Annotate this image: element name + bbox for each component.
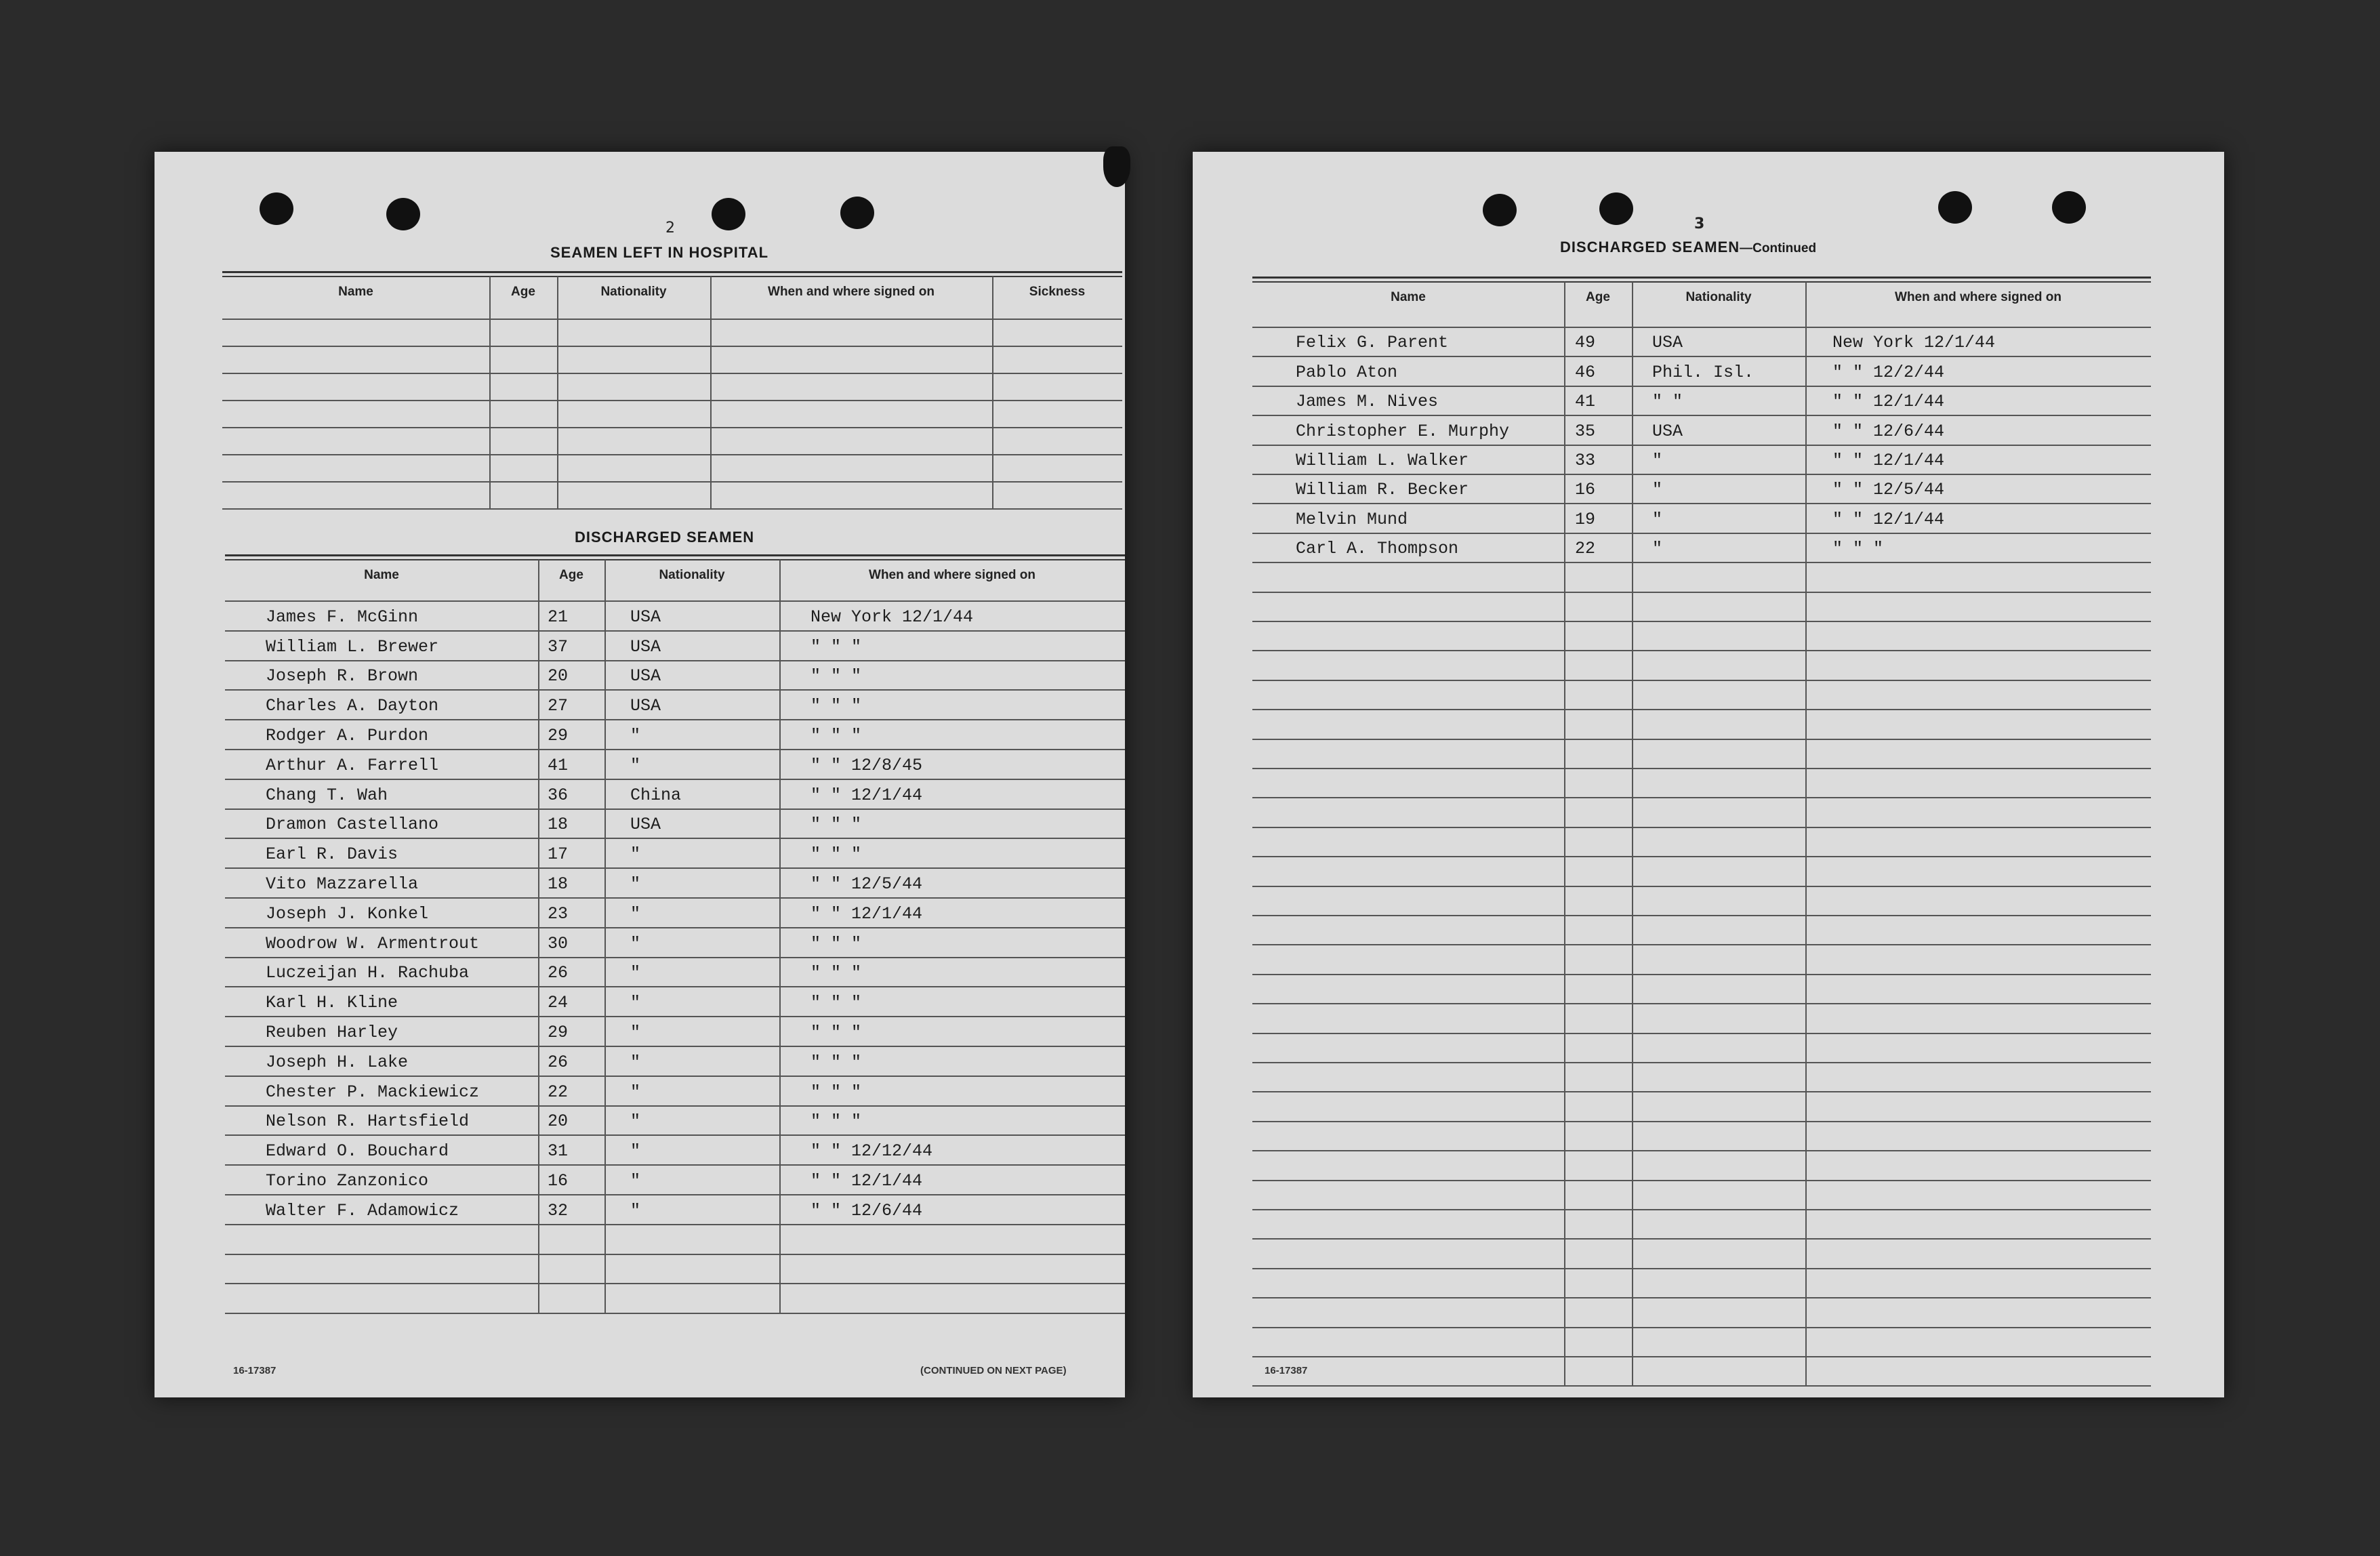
age-cell: 49 bbox=[1575, 333, 1596, 353]
row-rule bbox=[225, 1254, 1125, 1255]
row-rule bbox=[225, 1164, 1125, 1166]
header-rule bbox=[222, 319, 1122, 320]
nationality-cell: " bbox=[1652, 539, 1663, 559]
row-rule bbox=[1252, 709, 2151, 710]
discharged-continued-title bbox=[1560, 239, 1816, 256]
column-divider bbox=[710, 277, 712, 508]
row-rule bbox=[1252, 1209, 2151, 1210]
age-cell: 36 bbox=[548, 785, 569, 805]
row-rule bbox=[1252, 386, 2151, 387]
binder-clip-icon bbox=[1103, 146, 1130, 187]
row-rule bbox=[1252, 1327, 2151, 1328]
nationality-cell: USA bbox=[630, 666, 661, 687]
table-top-rule bbox=[225, 559, 1125, 560]
age-cell: 41 bbox=[548, 755, 569, 775]
signed-on-cell: " " " bbox=[811, 815, 862, 835]
row-rule bbox=[222, 373, 1122, 374]
column-header: Nationality bbox=[659, 568, 725, 582]
row-rule bbox=[222, 346, 1122, 347]
name-cell: William L. Walker bbox=[1296, 451, 1469, 470]
signed-on-cell: " " " bbox=[811, 1052, 862, 1072]
name-cell: Earl R. Davis bbox=[266, 844, 398, 865]
nationality-cell: USA bbox=[630, 607, 661, 627]
column-divider bbox=[1632, 282, 1633, 1385]
row-rule bbox=[1252, 415, 2151, 416]
row-rule bbox=[222, 508, 1122, 510]
nationality-cell: USA bbox=[630, 815, 661, 835]
signed-on-cell: " " 12/12/44 bbox=[811, 1141, 933, 1162]
nationality-cell: " bbox=[630, 1141, 641, 1162]
nationality-cell: USA bbox=[1652, 333, 1683, 353]
age-cell: 29 bbox=[548, 726, 569, 745]
row-rule bbox=[1252, 739, 2151, 740]
signed-on-cell: " " 12/1/44 bbox=[811, 903, 923, 924]
name-cell: James F. McGinn bbox=[266, 607, 419, 627]
row-rule bbox=[1252, 650, 2151, 651]
column-header: Nationality bbox=[1685, 290, 1752, 304]
row-rule bbox=[225, 927, 1125, 928]
row-rule bbox=[222, 400, 1122, 401]
left-page bbox=[155, 152, 1125, 1397]
signed-on-cell: " " " bbox=[811, 963, 862, 983]
row-rule bbox=[225, 1313, 1125, 1314]
row-rule bbox=[1252, 944, 2151, 945]
discharged-section-title: DISCHARGED SEAMEN bbox=[575, 529, 755, 546]
row-rule bbox=[225, 957, 1125, 958]
column-divider bbox=[557, 277, 558, 508]
age-cell: 23 bbox=[548, 903, 569, 924]
age-cell: 20 bbox=[548, 666, 569, 687]
name-cell: William L. Brewer bbox=[266, 636, 439, 657]
row-rule bbox=[1252, 621, 2151, 622]
signed-on-cell: " " " bbox=[811, 844, 862, 865]
age-cell: 27 bbox=[548, 696, 569, 716]
nationality-cell: " bbox=[630, 933, 641, 954]
name-cell: Walter F. Adamowicz bbox=[266, 1200, 459, 1221]
name-cell: Carl A. Thompson bbox=[1296, 539, 1459, 559]
row-rule bbox=[1252, 680, 2151, 681]
age-cell: 16 bbox=[548, 1171, 569, 1191]
column-divider bbox=[604, 560, 606, 1313]
signed-on-cell: New York 12/1/44 bbox=[1832, 333, 1996, 353]
form-number: 16-17387 bbox=[1265, 1365, 1308, 1376]
signed-on-cell: " " " bbox=[811, 1082, 862, 1102]
row-rule bbox=[225, 1194, 1125, 1195]
continued-note: (CONTINUED ON NEXT PAGE) bbox=[920, 1365, 1067, 1376]
column-header: When and where signed on bbox=[768, 285, 935, 299]
nationality-cell: " bbox=[630, 874, 641, 894]
nationality-cell: " bbox=[630, 1082, 641, 1102]
row-rule bbox=[225, 1224, 1125, 1225]
row-rule bbox=[1252, 1062, 2151, 1063]
signed-on-cell: " " 12/5/44 bbox=[811, 874, 923, 894]
signed-on-cell: " " " bbox=[811, 726, 862, 745]
signed-on-cell: " " 12/1/44 bbox=[1832, 509, 1945, 529]
nationality-cell: Phil. Isl. bbox=[1652, 362, 1755, 382]
age-cell: 16 bbox=[1575, 480, 1596, 500]
name-cell: Pablo Aton bbox=[1296, 362, 1398, 382]
row-rule bbox=[222, 427, 1122, 428]
punch-hole-icon bbox=[1483, 194, 1517, 226]
column-header: When and where signed on bbox=[869, 568, 1035, 582]
name-cell: Chester P. Mackiewicz bbox=[266, 1082, 480, 1102]
nationality-cell: " " bbox=[1652, 392, 1683, 412]
signed-on-cell: " " " bbox=[811, 696, 862, 716]
age-cell: 26 bbox=[548, 1052, 569, 1072]
name-cell: Melvin Mund bbox=[1296, 509, 1408, 529]
age-cell: 26 bbox=[548, 963, 569, 983]
nationality-cell: USA bbox=[1652, 421, 1683, 441]
name-cell: Rodger A. Purdon bbox=[266, 726, 429, 745]
signed-on-cell: " " 12/8/45 bbox=[811, 755, 923, 775]
name-cell: Christopher E. Murphy bbox=[1296, 421, 1510, 441]
table-top-rule bbox=[1252, 277, 2151, 279]
nationality-cell: " bbox=[1652, 480, 1663, 500]
signed-on-cell: " " 12/1/44 bbox=[811, 1171, 923, 1191]
name-cell: James M. Nives bbox=[1296, 392, 1439, 412]
name-cell: Karl H. Kline bbox=[266, 993, 398, 1013]
row-rule bbox=[1252, 1268, 2151, 1269]
age-cell: 35 bbox=[1575, 421, 1596, 441]
row-rule bbox=[225, 630, 1125, 632]
form-number: 16-17387 bbox=[233, 1365, 276, 1376]
name-cell: Felix G. Parent bbox=[1296, 333, 1449, 353]
age-cell: 18 bbox=[548, 815, 569, 835]
title-suffix: —Continued bbox=[1740, 241, 1817, 255]
punch-hole-icon bbox=[1938, 191, 1972, 224]
row-rule bbox=[1252, 974, 2151, 975]
nationality-cell: " bbox=[630, 1052, 641, 1072]
nationality-cell: " bbox=[630, 1200, 641, 1221]
nationality-cell: USA bbox=[630, 636, 661, 657]
column-header: Nationality bbox=[600, 285, 667, 299]
row-rule bbox=[225, 1046, 1125, 1047]
row-rule bbox=[225, 660, 1125, 661]
age-cell: 31 bbox=[548, 1141, 569, 1162]
row-rule bbox=[1252, 503, 2151, 504]
nationality-cell: " bbox=[630, 1171, 641, 1191]
age-cell: 29 bbox=[548, 1023, 569, 1042]
nationality-cell: USA bbox=[630, 696, 661, 716]
row-rule bbox=[225, 986, 1125, 987]
hospital-section-title: SEAMEN LEFT IN HOSPITAL bbox=[550, 244, 769, 261]
nationality-cell: " bbox=[630, 903, 641, 924]
nationality-cell: " bbox=[1652, 451, 1663, 470]
name-cell: Nelson R. Hartsfield bbox=[266, 1111, 470, 1132]
nationality-cell: " bbox=[630, 1111, 641, 1132]
row-rule bbox=[225, 1134, 1125, 1136]
nationality-cell: " bbox=[630, 844, 641, 865]
table-top-rule bbox=[225, 554, 1125, 556]
row-rule bbox=[225, 1076, 1125, 1077]
row-rule bbox=[1252, 1356, 2151, 1357]
row-rule bbox=[225, 719, 1125, 720]
signed-on-cell: " " " bbox=[811, 1111, 862, 1132]
signed-on-cell: " " 12/6/44 bbox=[811, 1200, 923, 1221]
row-rule bbox=[225, 897, 1125, 899]
age-cell: 24 bbox=[548, 993, 569, 1013]
age-cell: 22 bbox=[1575, 539, 1596, 559]
nationality-cell: " bbox=[1652, 509, 1663, 529]
name-cell: Joseph H. Lake bbox=[266, 1052, 409, 1072]
age-cell: 18 bbox=[548, 874, 569, 894]
table-top-rule bbox=[222, 276, 1122, 277]
right-page bbox=[1193, 152, 2224, 1397]
row-rule bbox=[1252, 592, 2151, 593]
name-cell: Torino Zanzonico bbox=[266, 1171, 429, 1191]
signed-on-cell: " " " bbox=[811, 636, 862, 657]
column-header: Name bbox=[364, 568, 399, 582]
age-cell: 37 bbox=[548, 636, 569, 657]
row-rule bbox=[225, 779, 1125, 780]
nationality-cell: China bbox=[630, 785, 682, 805]
row-rule bbox=[1252, 562, 2151, 563]
page-number: 2 bbox=[665, 220, 675, 237]
row-rule bbox=[1252, 1121, 2151, 1122]
row-rule bbox=[1252, 356, 2151, 357]
column-divider bbox=[1564, 282, 1565, 1385]
age-cell: 33 bbox=[1575, 451, 1596, 470]
age-cell: 30 bbox=[548, 933, 569, 954]
name-cell: Edward O. Bouchard bbox=[266, 1141, 449, 1162]
nationality-cell: " bbox=[630, 726, 641, 745]
nationality-cell: " bbox=[630, 993, 641, 1013]
row-rule bbox=[225, 1016, 1125, 1017]
signed-on-cell: " " 12/5/44 bbox=[1832, 480, 1945, 500]
column-divider bbox=[538, 560, 539, 1313]
row-rule bbox=[1252, 915, 2151, 916]
name-cell: Woodrow W. Armentrout bbox=[266, 933, 480, 954]
row-rule bbox=[1252, 1091, 2151, 1092]
age-cell: 20 bbox=[548, 1111, 569, 1132]
name-cell: Vito Mazzarella bbox=[266, 874, 419, 894]
signed-on-cell: " " 12/1/44 bbox=[1832, 451, 1945, 470]
row-rule bbox=[1252, 474, 2151, 475]
age-cell: 19 bbox=[1575, 509, 1596, 529]
header-rule bbox=[1252, 327, 2151, 328]
row-rule bbox=[1252, 1150, 2151, 1151]
name-cell: Charles A. Dayton bbox=[266, 696, 439, 716]
column-header: Name bbox=[338, 285, 373, 299]
page-number: 3 bbox=[1694, 216, 1705, 232]
row-rule bbox=[1252, 1297, 2151, 1298]
table-top-rule bbox=[1252, 281, 2151, 283]
punch-hole-icon bbox=[840, 197, 874, 229]
signed-on-cell: " " " bbox=[811, 933, 862, 954]
column-header: Age bbox=[559, 568, 583, 582]
age-cell: 22 bbox=[548, 1082, 569, 1102]
punch-hole-icon bbox=[2052, 191, 2086, 224]
row-rule bbox=[225, 749, 1125, 750]
name-cell: Reuben Harley bbox=[266, 1023, 398, 1042]
punch-hole-icon bbox=[1599, 192, 1633, 225]
row-rule bbox=[1252, 1180, 2151, 1181]
signed-on-cell: " " " bbox=[811, 1023, 862, 1042]
age-cell: 17 bbox=[548, 844, 569, 865]
row-rule bbox=[222, 481, 1122, 483]
row-rule bbox=[222, 454, 1122, 455]
name-cell: William R. Becker bbox=[1296, 480, 1469, 500]
name-cell: Chang T. Wah bbox=[266, 785, 388, 805]
name-cell: Joseph R. Brown bbox=[266, 666, 419, 687]
nationality-cell: " bbox=[630, 963, 641, 983]
column-header: Name bbox=[1391, 290, 1426, 304]
title-main: DISCHARGED SEAMEN bbox=[1560, 239, 1740, 255]
punch-hole-icon bbox=[386, 198, 420, 230]
row-rule bbox=[1252, 533, 2151, 534]
table-top-rule bbox=[222, 271, 1122, 273]
signed-on-cell: " " 12/1/44 bbox=[1832, 392, 1945, 412]
row-rule bbox=[1252, 1385, 2151, 1387]
row-rule bbox=[225, 867, 1125, 869]
age-cell: 32 bbox=[548, 1200, 569, 1221]
punch-hole-icon bbox=[712, 198, 745, 230]
age-cell: 41 bbox=[1575, 392, 1596, 412]
name-cell: Joseph J. Konkel bbox=[266, 903, 429, 924]
row-rule bbox=[225, 838, 1125, 839]
row-rule bbox=[225, 1105, 1125, 1107]
nationality-cell: " bbox=[630, 1023, 641, 1042]
row-rule bbox=[1252, 1033, 2151, 1034]
column-header: When and where signed on bbox=[1895, 290, 2061, 304]
row-rule bbox=[1252, 856, 2151, 857]
signed-on-cell: " " 12/6/44 bbox=[1832, 421, 1945, 441]
signed-on-cell: " " " bbox=[1832, 539, 1884, 559]
nationality-cell: " bbox=[630, 755, 641, 775]
signed-on-cell: " " 12/1/44 bbox=[811, 785, 923, 805]
header-rule bbox=[225, 600, 1125, 602]
signed-on-cell: " " 12/2/44 bbox=[1832, 362, 1945, 382]
column-header: Age bbox=[1586, 290, 1610, 304]
column-header: Sickness bbox=[1029, 285, 1086, 299]
column-divider bbox=[992, 277, 993, 508]
column-divider bbox=[1805, 282, 1807, 1385]
row-rule bbox=[1252, 1003, 2151, 1004]
signed-on-cell: " " " bbox=[811, 993, 862, 1013]
column-header: Age bbox=[511, 285, 535, 299]
signed-on-cell: " " " bbox=[811, 666, 862, 687]
row-rule bbox=[225, 689, 1125, 691]
column-divider bbox=[779, 560, 781, 1313]
row-rule bbox=[1252, 797, 2151, 798]
row-rule bbox=[1252, 768, 2151, 769]
punch-hole-icon bbox=[260, 192, 293, 225]
row-rule bbox=[1252, 1238, 2151, 1240]
signed-on-cell: New York 12/1/44 bbox=[811, 607, 974, 627]
age-cell: 46 bbox=[1575, 362, 1596, 382]
age-cell: 21 bbox=[548, 607, 569, 627]
row-rule bbox=[225, 1283, 1125, 1284]
row-rule bbox=[1252, 445, 2151, 446]
column-divider bbox=[489, 277, 491, 508]
name-cell: Luczeijan H. Rachuba bbox=[266, 963, 470, 983]
row-rule bbox=[1252, 886, 2151, 887]
row-rule bbox=[1252, 827, 2151, 828]
name-cell: Arthur A. Farrell bbox=[266, 755, 439, 775]
row-rule bbox=[225, 808, 1125, 810]
name-cell: Dramon Castellano bbox=[266, 815, 439, 835]
